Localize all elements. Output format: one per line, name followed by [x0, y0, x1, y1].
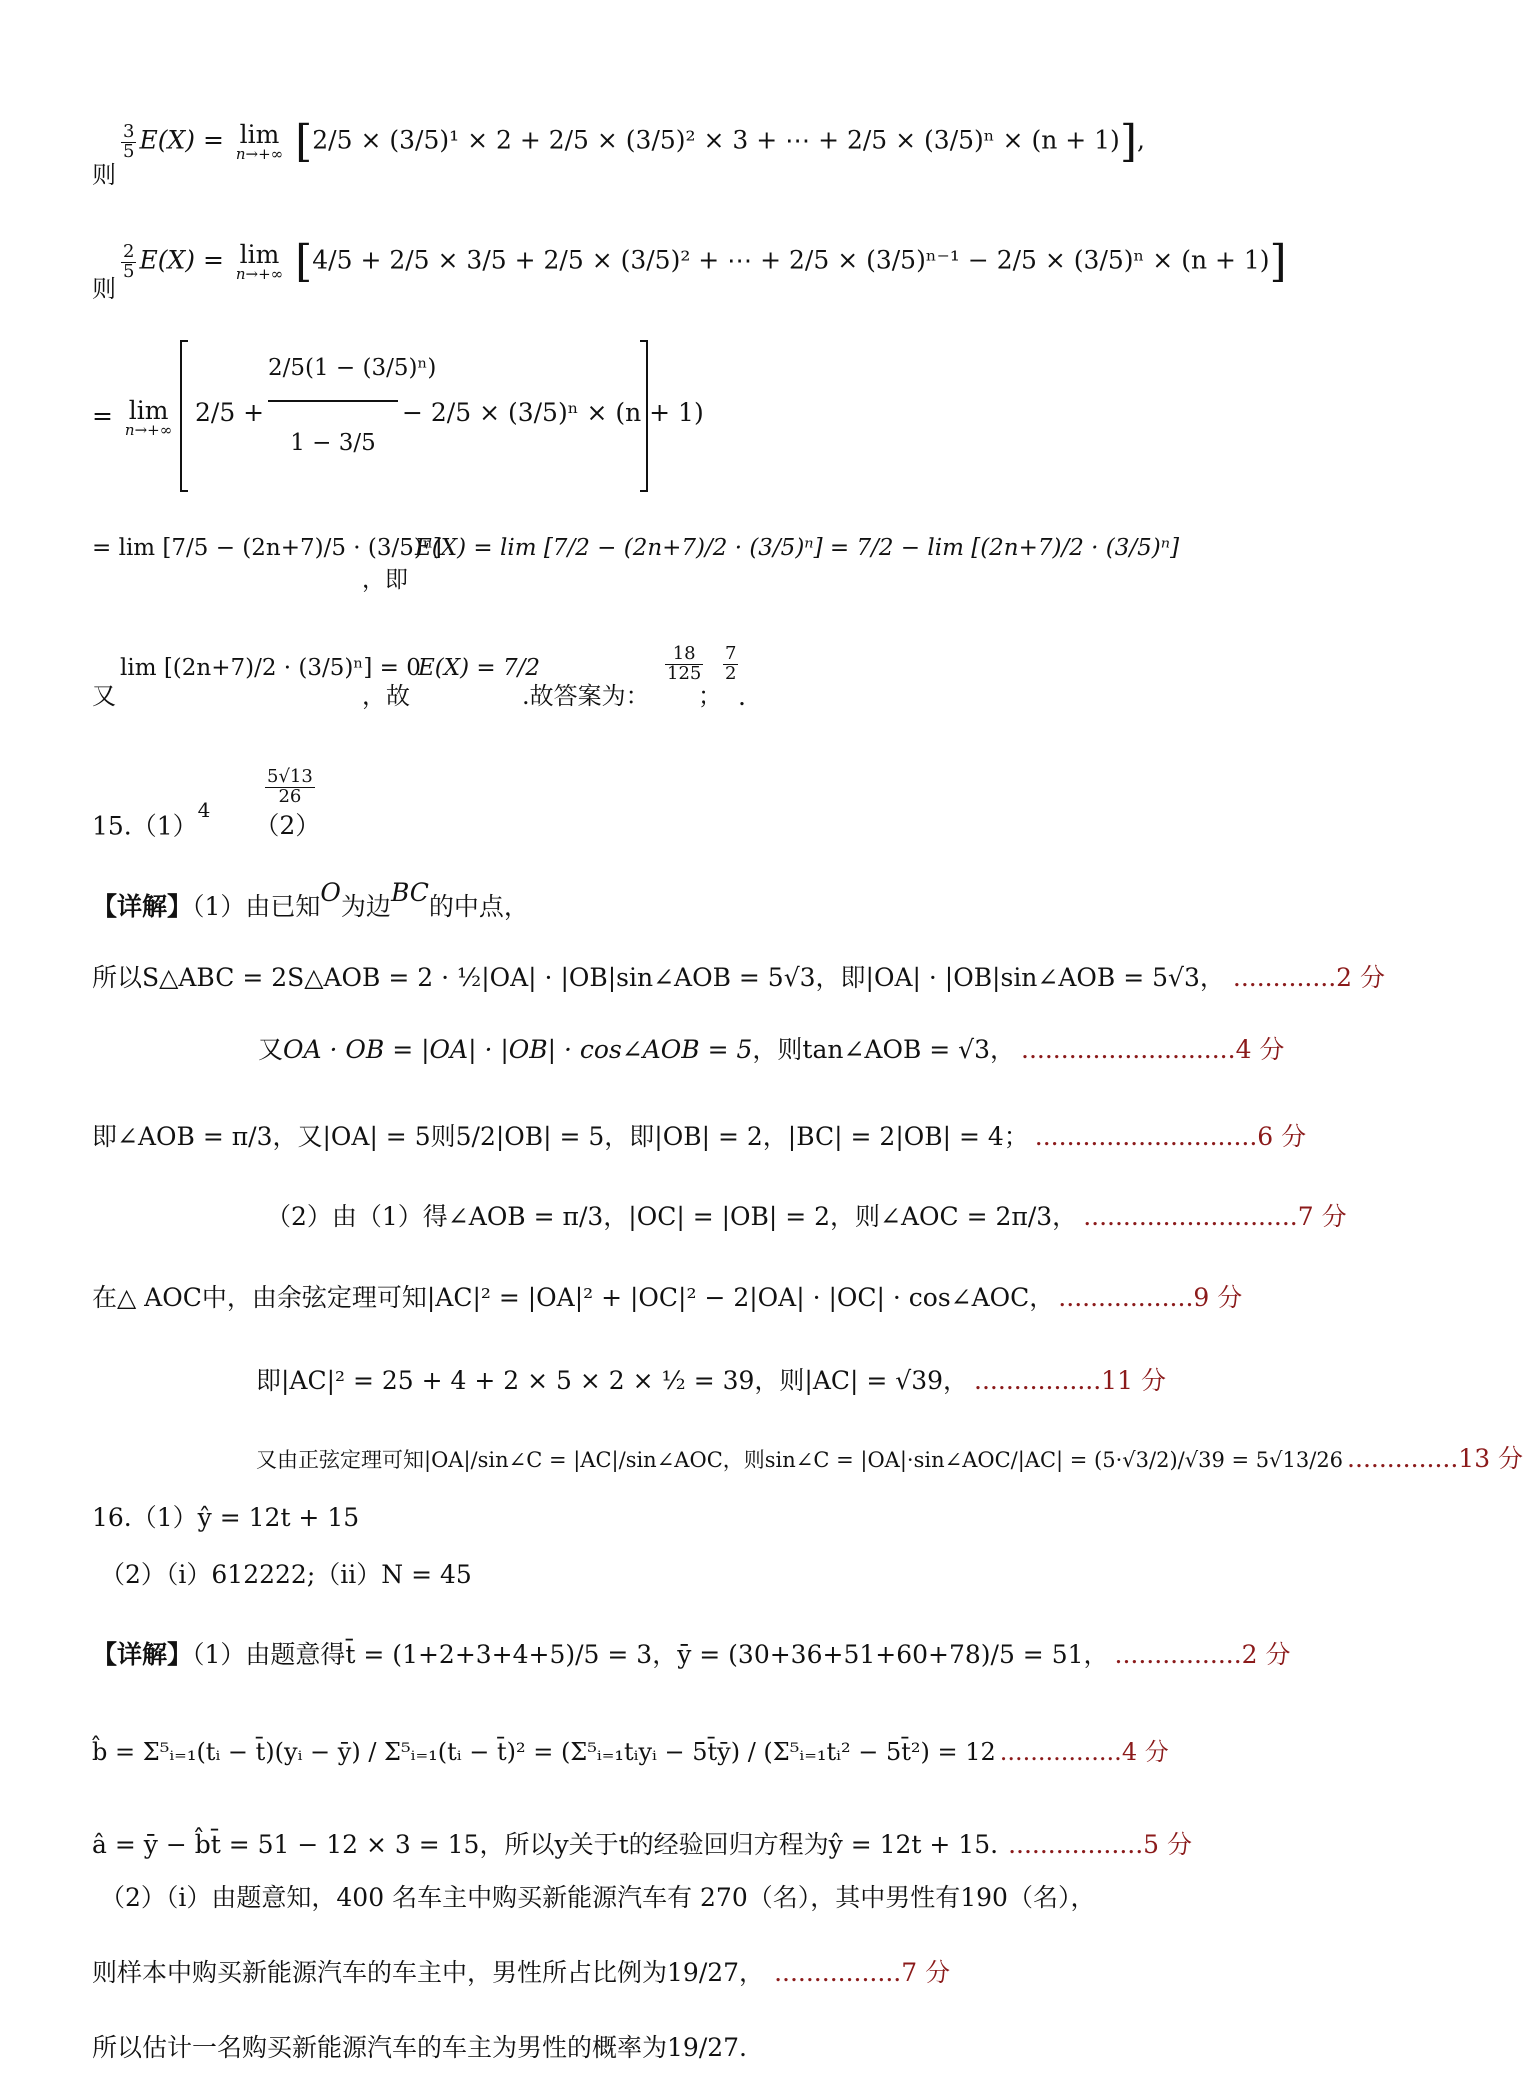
formula-2: $\frac{2}{5}$ E(X) = lim n→+∞ [4/5 + 2/5 × 3/5 + 2/5 × (3/5)² + ⋯ + 2/5 × (3/5)ⁿ⁻¹ − 2/5 × (3/5)ⁿ × (n + 1)] — [123, 236, 1287, 287]
formula-3-post: − 2/5 × (3/5)ⁿ × (n + 1) — [402, 398, 704, 427]
formula-3: = lim n→+∞ — [92, 396, 173, 439]
q15-detail: 【详解】（1）由已知O为边BC的中点， — [92, 878, 529, 921]
ex-lhs: E(X) = — [139, 125, 224, 155]
formula-3-pre: 2/5 + — [195, 398, 265, 427]
answer-end: . — [738, 682, 746, 711]
q15-answer-2: $\frac{5√13}{26}$ — [267, 766, 313, 807]
formula-5a: lim [(2n+7)/2 · (3/5)ⁿ] = 0 — [120, 655, 421, 681]
lim-block-2: lim n→+∞ — [235, 240, 284, 283]
score-13: ..............13 分 — [1347, 1444, 1524, 1473]
answer-sep: ； — [698, 682, 722, 710]
q15-line-3: 又OA · OB = |OA| · |OB| · cos∠AOB = 5，则tan∠AOB = √3， ...........................4 分 — [258, 1035, 1285, 1064]
answer-frac-1: $\frac{18}{125}$ — [667, 643, 702, 684]
formula-4a: = lim [7/5 − (2n+7)/5 · (3/5)ⁿ] — [92, 535, 442, 561]
formula-line-1 — [92, 112, 116, 189]
formula-4b: E(X) = lim [7/2 − (2n+7)/2 · (3/5)ⁿ] = 7/2 − lim [(2n+7)/2 · (3/5)ⁿ] — [415, 535, 1180, 561]
ze-label: 则 — [92, 161, 116, 189]
answer-label: .故答案为： — [522, 682, 650, 710]
q15-line-2: 所以S△ABC = 2S△AOB = 2 · ½|OA| · |OB|sin∠AOB = 5√3，即|OA| · |OB|sin∠AOB = 5√3， .............2 分 — [92, 963, 1386, 992]
you-label: 又 — [92, 682, 116, 710]
lim-block: lim n→+∞ — [235, 120, 284, 163]
frac-3-5: $\frac{3}{5}$ — [123, 120, 135, 162]
lim-block-3: lim n→+∞ — [124, 396, 173, 439]
formula-5b: E(X) = 7/2 — [418, 655, 541, 681]
q16-ahat: â = ȳ − b̂t̄ = 51 − 12 × 3 = 15，所以y关于t的经验回归方程为ŷ = 12t + 15. .................5 分 — [92, 1830, 1193, 1859]
q16-p3: 则样本中购买新能源汽车的车主中，男性所占比例为19/27， ................7 分 — [92, 1958, 951, 1987]
formula-3-num: 2/5(1 − (3/5)ⁿ) — [268, 355, 437, 381]
q15-line-8: 又由正弦定理可知|OA|/sin∠C = |AC|/sin∠AOC，则sin∠C = |OA|·sin∠AOC/|AC| = (5·√3/2)/√39 = 5√13/26 ..............13 分 — [256, 1444, 1524, 1473]
series-body-2: 4/5 + 2/5 × 3/5 + 2/5 × (3/5)² + ⋯ + 2/5 × (3/5)ⁿ⁻¹ − 2/5 × (3/5)ⁿ × (n + 1) — [312, 245, 1270, 275]
score-2b: ................2 分 — [1114, 1640, 1291, 1669]
q15-line-4: 即∠AOB = π/3，又|OA| = 5则5/2|OB| = 5，即|OB| = 2，|BC| = 2|OB| = 4； ............................6 分 — [92, 1122, 1307, 1151]
formula-1: $\frac{3}{5}$ E(X) = lim n→+∞ [2/5 × (3/5)¹ × 2 + 2/5 × (3/5)² × 3 + ⋯ + 2/5 × (3/5)ⁿ × (n + 1)], — [123, 116, 1145, 167]
q16-bhat: b̂ = Σ⁵ᵢ₌₁(tᵢ − t̄)(yᵢ − ȳ) / Σ⁵ᵢ₌₁(tᵢ − t̄)² = (Σ⁵ᵢ₌₁tᵢyᵢ − 5t̄ȳ) / (Σ⁵ᵢ₌₁tᵢ² − 5t̄²) = 12 ................4 分 — [92, 1738, 1169, 1766]
ze-label-2: 则 — [92, 275, 116, 303]
score-2: .............2 分 — [1232, 963, 1386, 992]
ex-lhs-2: E(X) = — [139, 245, 224, 275]
score-5: .................5 分 — [1008, 1830, 1193, 1859]
score-6: ............................6 分 — [1034, 1122, 1307, 1151]
score-7: ...........................7 分 — [1083, 1202, 1347, 1231]
q16-head: 16.（1）ŷ = 12t + 15 — [92, 1503, 360, 1532]
formula-3-den: 1 − 3/5 — [290, 430, 376, 456]
score-4b: ................4 分 — [999, 1738, 1169, 1766]
big-bracket-left — [180, 340, 188, 492]
q16-p2: （2）（i）由题意知，400 名车主中购买新能源汽车有 270（名），其中男性有190（名）， — [100, 1883, 1096, 1912]
ji-label: ，即 — [362, 567, 408, 593]
q15-line-6: 在△ AOC中，由余弦定理可知|AC|² = |OA|² + |OC|² − 2|OA| · |OC| · cos∠AOC， .................9 分 — [92, 1283, 1243, 1312]
series-body: 2/5 × (3/5)¹ × 2 + 2/5 × (3/5)² × 3 + ⋯ + 2/5 × (3/5)ⁿ × (n + 1) — [312, 125, 1120, 155]
q16-p4: 所以估计一名购买新能源汽车的车主为男性的概率为19/27. — [92, 2033, 747, 2062]
q15-line-5: （2）由（1）得∠AOB = π/3，|OC| = |OB| = 2，则∠AOC = 2π/3， ...........................7 分 — [266, 1202, 1347, 1231]
formula-3-fracbar — [268, 400, 398, 402]
q16-line-2: （2）（i）612222;（ii）N = 45 — [100, 1560, 472, 1589]
frac-2-5: $\frac{2}{5}$ — [123, 240, 135, 282]
q16-detail: 【详解】（1）由题意得t̄ = (1+2+3+4+5)/5 = 3，ȳ = (30+36+51+60+78)/5 = 51， ................2 分 — [92, 1640, 1291, 1669]
score-11: ................11 分 — [974, 1366, 1166, 1395]
gu-label: ，故 — [362, 682, 410, 710]
score-7b: ................7 分 — [774, 1958, 951, 1987]
score-4: ...........................4 分 — [1021, 1035, 1285, 1064]
score-9: .................9 分 — [1058, 1283, 1243, 1312]
answer-frac-2: $\frac{7}{2}$ — [725, 643, 737, 684]
q15-line-7: 即|AC|² = 25 + 4 + 2 × 5 × 2 × ½ = 39，则|AC| = √39， ................11 分 — [256, 1366, 1166, 1395]
q15-head: $15.(1)^4$ （2） — [92, 798, 321, 841]
